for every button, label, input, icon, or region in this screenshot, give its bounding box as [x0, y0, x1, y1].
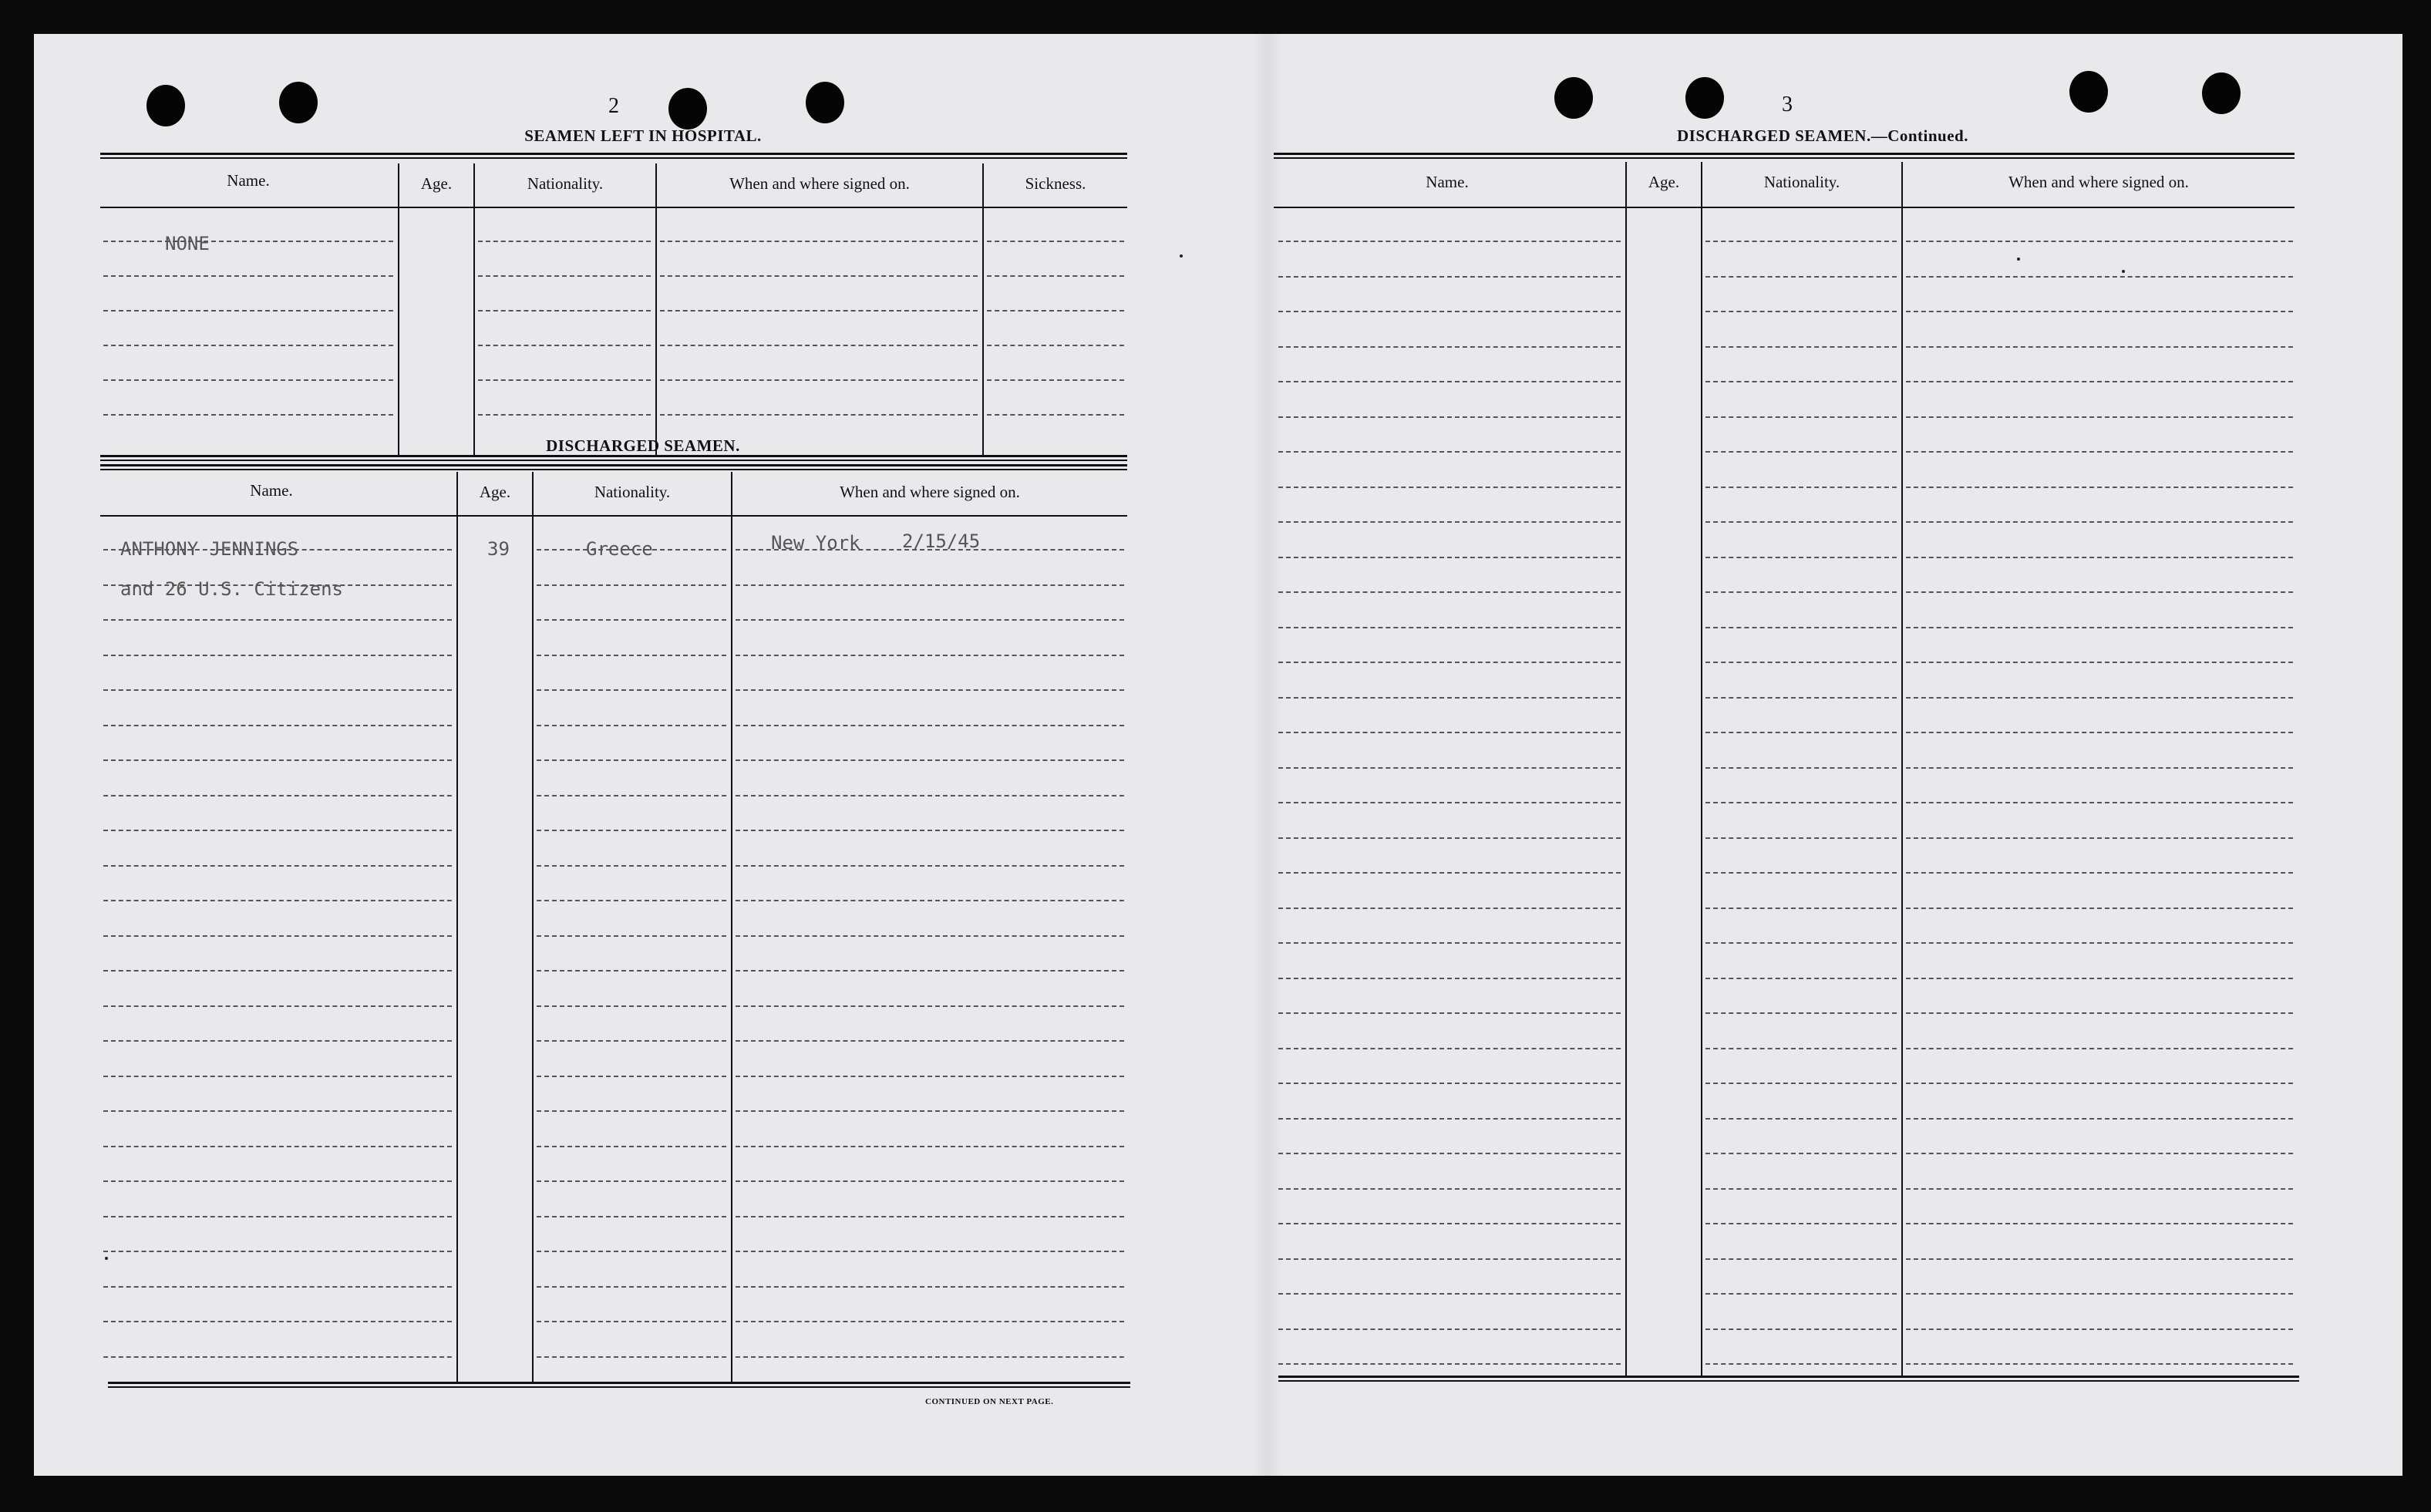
- ruled-line: [1278, 942, 1621, 944]
- discharged-entry-nationality: Greece: [586, 538, 653, 560]
- ruled-line: [1705, 416, 1897, 418]
- hospital-col-age: Age.: [420, 174, 453, 193]
- ruled-line: [478, 275, 651, 277]
- ruled-line: [103, 830, 452, 831]
- ruled-line: [660, 345, 978, 346]
- ruled-line: [660, 310, 978, 311]
- punch-hole: [668, 88, 707, 130]
- ruled-line: [1278, 697, 1621, 699]
- punch-hole: [279, 82, 318, 123]
- right-col-age: Age.: [1648, 173, 1680, 191]
- ruled-line: [103, 1216, 452, 1217]
- ruled-line: [1705, 662, 1897, 663]
- scanned-document: [34, 34, 2402, 1476]
- ruled-line: [1705, 942, 1897, 944]
- ruled-line: [1278, 241, 1621, 242]
- ruled-line: [736, 935, 1124, 937]
- ruled-line: [1705, 311, 1897, 312]
- hospital-header-rule: [100, 207, 1127, 208]
- ruled-line: [1906, 241, 2293, 242]
- ruled-line: [1278, 591, 1621, 593]
- page-number-right: 3: [1782, 93, 1793, 116]
- ruled-line: [1906, 802, 2293, 803]
- hospital-col-divider: [473, 163, 475, 456]
- hospital-entry-name: NONE: [165, 233, 210, 254]
- discharged-bottom-rule-left: [108, 1382, 1130, 1388]
- ruled-line: [736, 1110, 1124, 1112]
- ruled-line: [736, 1146, 1124, 1147]
- ruled-line: [1705, 697, 1897, 699]
- ruled-line: [1705, 802, 1897, 803]
- ruled-line: [987, 345, 1124, 346]
- ruled-line: [1278, 1328, 1621, 1330]
- right-col-divider: [1701, 162, 1702, 1376]
- punch-hole: [806, 82, 844, 123]
- ruled-line: [987, 414, 1124, 416]
- ruled-line: [736, 689, 1124, 691]
- hospital-section-title: SEAMEN LEFT IN HOSPITAL.: [524, 126, 762, 145]
- ruled-line: [1705, 241, 1897, 242]
- ruled-line: [736, 865, 1124, 867]
- ruled-line: [1278, 1363, 1621, 1365]
- ruled-line: [1278, 557, 1621, 558]
- ruled-line: [1705, 1293, 1897, 1295]
- discharged-continued-suffix: —Continued.: [1870, 126, 1968, 145]
- discharged-col-age: Age.: [479, 483, 511, 501]
- ruled-line: [987, 241, 1124, 242]
- ruled-line: [736, 1005, 1124, 1007]
- ruled-line: [1906, 451, 2293, 453]
- ruled-line: [1278, 1048, 1621, 1049]
- ruled-line: [736, 970, 1124, 972]
- ruled-line: [987, 275, 1124, 277]
- ruled-line: [537, 970, 726, 972]
- ruled-line: [736, 795, 1124, 796]
- ruled-line: [537, 1216, 726, 1217]
- hospital-col-divider: [982, 163, 984, 456]
- ruled-line: [1906, 908, 2293, 909]
- ruled-line: [1906, 627, 2293, 628]
- ruled-line: [1906, 697, 2293, 699]
- ruled-line: [1906, 1153, 2293, 1154]
- ruled-line: [537, 1076, 726, 1077]
- discharged-col-divider: [456, 472, 458, 1382]
- ruled-line: [1705, 767, 1897, 769]
- ruled-line: [1705, 1048, 1897, 1049]
- ruled-line: [736, 1076, 1124, 1077]
- discharged-top-rule: [100, 464, 1127, 470]
- ruled-line: [103, 345, 393, 346]
- ruled-line: [1906, 942, 2293, 944]
- ruled-line: [1278, 1153, 1621, 1154]
- ruled-line: [537, 830, 726, 831]
- ruled-line: [1705, 1153, 1897, 1154]
- punch-hole: [1554, 77, 1593, 119]
- ruled-line: [1906, 1223, 2293, 1224]
- ruled-line: [1278, 732, 1621, 733]
- ruled-line: [1278, 1118, 1621, 1120]
- ruled-line: [1906, 276, 2293, 278]
- ruled-line: [736, 1180, 1124, 1182]
- ruled-line: [1705, 1012, 1897, 1014]
- ruled-line: [736, 900, 1124, 901]
- ruled-line: [736, 1356, 1124, 1358]
- ruled-line: [1705, 1118, 1897, 1120]
- ruled-line: [1705, 591, 1897, 593]
- ruled-line: [1705, 1258, 1897, 1260]
- discharged-header-rule: [100, 515, 1127, 517]
- discharged-continued-title-text: DISCHARGED SEAMEN.: [1677, 126, 1871, 145]
- ruled-line: [1278, 416, 1621, 418]
- right-col-divider: [1625, 162, 1627, 1376]
- ruled-line: [1278, 1223, 1621, 1224]
- right-bottom-rule: [1278, 1376, 2299, 1382]
- ruled-line: [103, 379, 393, 381]
- ruled-line: [1705, 908, 1897, 909]
- ruled-line: [1278, 521, 1621, 523]
- ruled-line: [1705, 1083, 1897, 1084]
- ruled-line: [1906, 732, 2293, 733]
- ruled-line: [103, 795, 452, 796]
- ruled-line: [103, 1180, 452, 1182]
- ruled-line: [103, 1321, 452, 1322]
- ruled-line: [1278, 872, 1621, 874]
- scan-speck: [2122, 270, 2125, 273]
- ruled-line: [1906, 591, 2293, 593]
- ruled-line: [1705, 346, 1897, 348]
- discharged-col-divider: [731, 472, 732, 1382]
- ruled-line: [1705, 978, 1897, 979]
- ruled-line: [103, 865, 452, 867]
- ruled-line: [537, 1321, 726, 1322]
- ruled-line: [1278, 802, 1621, 803]
- ruled-line: [660, 275, 978, 277]
- ruled-line: [1906, 521, 2293, 523]
- ruled-line: [1906, 1048, 2293, 1049]
- ruled-line: [537, 584, 726, 586]
- ruled-line: [1278, 978, 1621, 979]
- ruled-line: [1278, 1293, 1621, 1295]
- hospital-top-rule: [100, 153, 1127, 159]
- ruled-line: [103, 310, 393, 311]
- ruled-line: [1705, 276, 1897, 278]
- ruled-line: [660, 414, 978, 416]
- ruled-line: [537, 935, 726, 937]
- ruled-line: [103, 414, 393, 416]
- ruled-line: [1906, 1258, 2293, 1260]
- ruled-line: [1705, 837, 1897, 839]
- ruled-line: [478, 345, 651, 346]
- ruled-line: [103, 689, 452, 691]
- scan-speck: [2017, 258, 2020, 261]
- ruled-line: [736, 1251, 1124, 1252]
- discharged-entry-date: 2/15/45: [902, 530, 981, 552]
- ruled-line: [1906, 487, 2293, 488]
- ruled-line: [478, 414, 651, 416]
- ruled-line: [1278, 451, 1621, 453]
- ruled-line: [537, 1005, 726, 1007]
- ruled-line: [1278, 346, 1621, 348]
- ruled-line: [537, 619, 726, 621]
- ruled-line: [1278, 1188, 1621, 1190]
- ruled-line: [736, 1321, 1124, 1322]
- ruled-line: [1705, 1363, 1897, 1365]
- right-col-name: Name.: [1426, 173, 1469, 191]
- hospital-col-sickness: Sickness.: [1025, 174, 1086, 193]
- ruled-line: [537, 1356, 726, 1358]
- ruled-line: [1705, 732, 1897, 733]
- ruled-line: [1278, 627, 1621, 628]
- ruled-line: [103, 1356, 452, 1358]
- ruled-line: [103, 1251, 452, 1252]
- ruled-line: [1906, 311, 2293, 312]
- ruled-line: [1705, 521, 1897, 523]
- right-col-signed-on: When and where signed on.: [2008, 173, 2189, 191]
- ruled-line: [1705, 627, 1897, 628]
- ruled-line: [1906, 837, 2293, 839]
- ruled-line: [1906, 557, 2293, 558]
- ruled-line: [736, 619, 1124, 621]
- ruled-line: [478, 379, 651, 381]
- punch-hole: [2202, 72, 2241, 114]
- ruled-line: [103, 725, 452, 726]
- ruled-line: [537, 1110, 726, 1112]
- scan-speck: [105, 1257, 108, 1260]
- right-col-nationality: Nationality.: [1763, 173, 1840, 191]
- punch-hole: [146, 85, 185, 126]
- discharged-entry-age: 39: [487, 538, 510, 560]
- ruled-line: [1705, 1328, 1897, 1330]
- hospital-col-divider: [398, 163, 399, 456]
- ruled-line: [1906, 1083, 2293, 1084]
- discharged-entry-place: New York: [771, 532, 860, 554]
- ruled-line: [1906, 346, 2293, 348]
- discharged-col-nationality: Nationality.: [594, 483, 671, 501]
- ruled-line: [1278, 487, 1621, 488]
- discharged-entry-note: and 26 U.S. Citizens: [120, 578, 343, 600]
- ruled-line: [537, 1251, 726, 1252]
- ruled-line: [1906, 416, 2293, 418]
- ruled-line: [537, 900, 726, 901]
- ruled-line: [1278, 1012, 1621, 1014]
- ruled-line: [1278, 908, 1621, 909]
- ruled-line: [103, 241, 393, 242]
- ruled-line: [537, 795, 726, 796]
- ruled-line: [1705, 557, 1897, 558]
- ruled-line: [1278, 276, 1621, 278]
- ruled-line: [1906, 978, 2293, 979]
- ruled-line: [1278, 381, 1621, 382]
- ruled-line: [736, 655, 1124, 656]
- hospital-bottom-rule: [100, 455, 1127, 461]
- discharged-col-divider: [532, 472, 534, 1382]
- ruled-line: [1906, 767, 2293, 769]
- ruled-line: [103, 1286, 452, 1288]
- ruled-line: [1278, 662, 1621, 663]
- ruled-line: [1705, 872, 1897, 874]
- right-top-rule: [1274, 153, 2295, 159]
- ruled-line: [103, 759, 452, 761]
- ruled-line: [478, 310, 651, 311]
- ruled-line: [1906, 1118, 2293, 1120]
- page-number-left: 2: [608, 94, 619, 118]
- ruled-line: [736, 1286, 1124, 1288]
- ruled-line: [537, 759, 726, 761]
- discharged-col-name: Name.: [250, 481, 293, 500]
- discharged-col-signed-on: When and where signed on.: [840, 483, 1020, 501]
- ruled-line: [987, 379, 1124, 381]
- ruled-line: [103, 970, 452, 972]
- right-header-rule: [1274, 207, 2295, 208]
- ruled-line: [103, 935, 452, 937]
- ruled-line: [103, 1146, 452, 1147]
- punch-hole: [2069, 71, 2108, 113]
- ruled-line: [103, 1005, 452, 1007]
- ruled-line: [1906, 662, 2293, 663]
- hospital-col-nationality: Nationality.: [527, 174, 604, 193]
- ruled-line: [1278, 311, 1621, 312]
- ruled-line: [103, 619, 452, 621]
- hospital-col-divider: [655, 163, 657, 456]
- ruled-line: [478, 241, 651, 242]
- ruled-line: [103, 275, 393, 277]
- ruled-line: [1906, 1293, 2293, 1295]
- ruled-line: [537, 1146, 726, 1147]
- discharged-entry-name: ANTHONY JENNINGS: [120, 538, 299, 560]
- hospital-col-signed-on: When and where signed on.: [729, 174, 910, 193]
- ruled-line: [537, 865, 726, 867]
- ruled-line: [1278, 1258, 1621, 1260]
- ruled-line: [537, 725, 726, 726]
- ruled-line: [1906, 1363, 2293, 1365]
- discharged-continued-title: [1530, 126, 2116, 146]
- discharged-section-title: DISCHARGED SEAMEN.: [546, 436, 740, 455]
- ruled-line: [103, 1076, 452, 1077]
- ruled-line: [736, 1216, 1124, 1217]
- ruled-line: [1278, 837, 1621, 839]
- ruled-line: [1705, 1188, 1897, 1190]
- ruled-line: [537, 689, 726, 691]
- ruled-line: [1906, 381, 2293, 382]
- ruled-line: [1705, 451, 1897, 453]
- ruled-line: [1278, 767, 1621, 769]
- ruled-line: [1705, 487, 1897, 488]
- ruled-line: [103, 1040, 452, 1042]
- ruled-line: [1906, 872, 2293, 874]
- ruled-line: [103, 655, 452, 656]
- ruled-line: [736, 830, 1124, 831]
- ruled-line: [537, 1286, 726, 1288]
- ruled-line: [1906, 1188, 2293, 1190]
- ruled-line: [103, 1110, 452, 1112]
- ruled-line: [660, 241, 978, 242]
- scan-speck: [1180, 254, 1183, 258]
- ruled-line: [1705, 381, 1897, 382]
- right-col-divider: [1901, 162, 1903, 1376]
- hospital-col-name: Name.: [227, 171, 270, 190]
- ruled-line: [1906, 1012, 2293, 1014]
- ruled-line: [537, 1040, 726, 1042]
- ruled-line: [660, 379, 978, 381]
- ruled-line: [103, 900, 452, 901]
- ruled-line: [1906, 1328, 2293, 1330]
- ruled-line: [736, 725, 1124, 726]
- ruled-line: [537, 655, 726, 656]
- ruled-line: [1705, 1223, 1897, 1224]
- ruled-line: [987, 310, 1124, 311]
- ruled-line: [736, 1040, 1124, 1042]
- punch-hole: [1685, 77, 1724, 119]
- ruled-line: [537, 1180, 726, 1182]
- ruled-line: [736, 584, 1124, 586]
- ruled-line: [736, 759, 1124, 761]
- ruled-line: [1278, 1083, 1621, 1084]
- continued-note: CONTINUED ON NEXT PAGE.: [925, 1397, 1054, 1406]
